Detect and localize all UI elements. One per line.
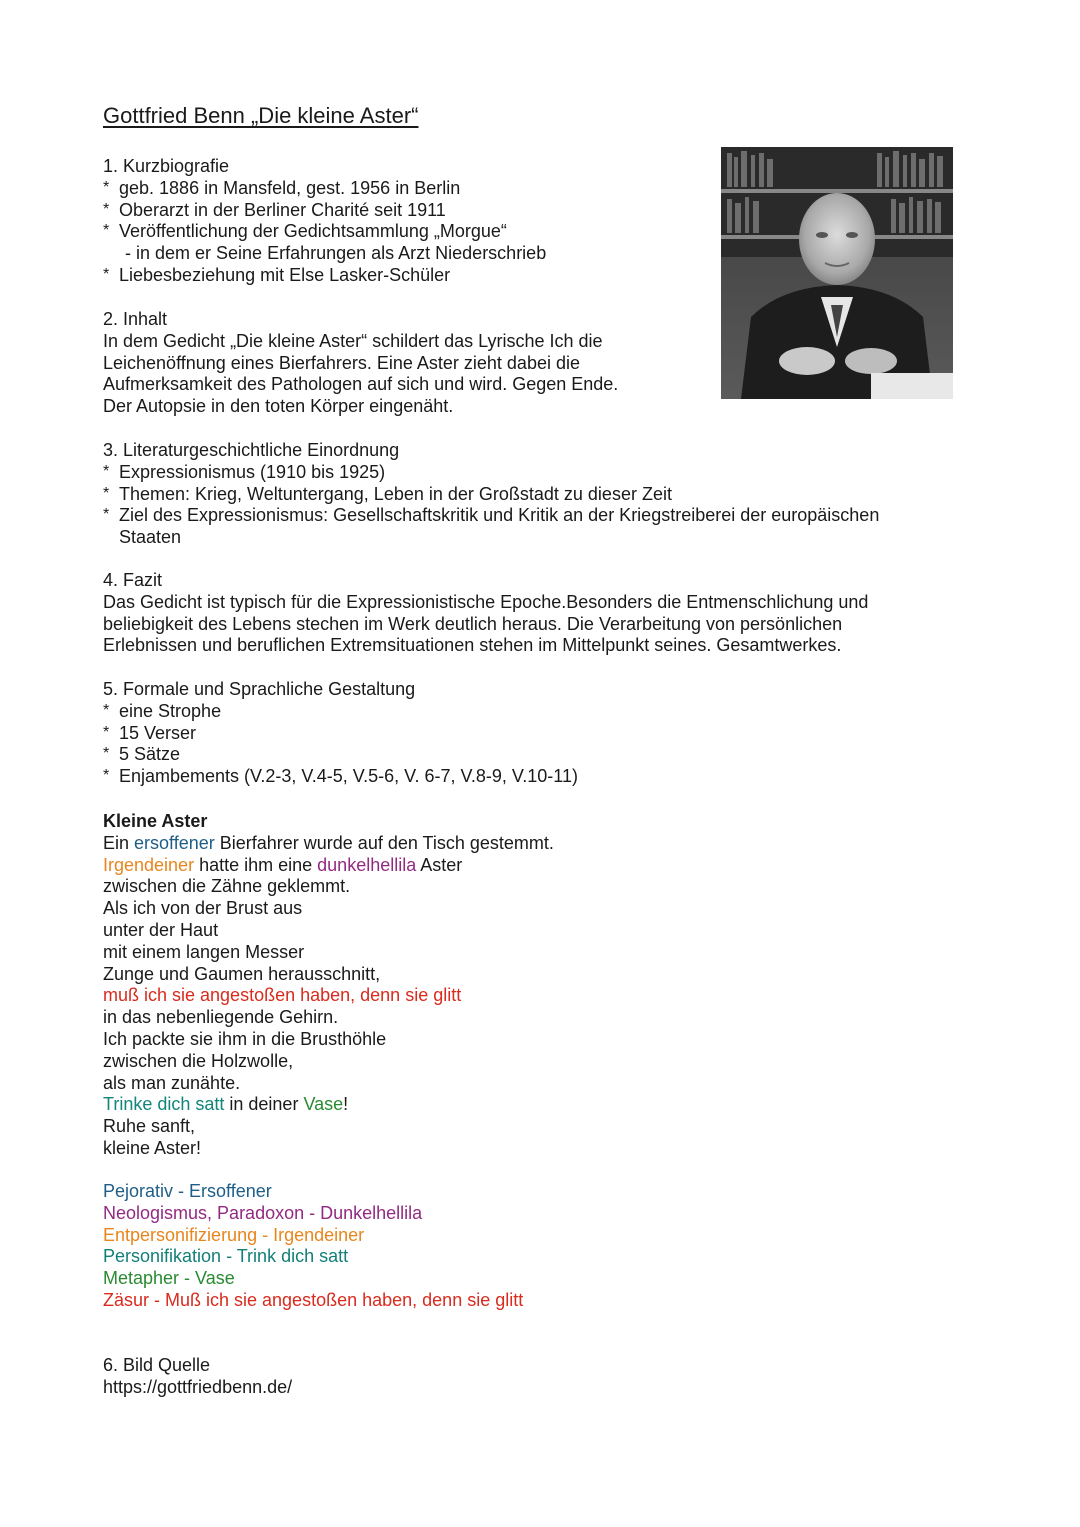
poem-line: Trinke dich satt in deiner Vase! <box>103 1094 349 1115</box>
highlight-entpersonifizierung: Irgendeiner <box>103 854 195 875</box>
list-item: * 15 Verser <box>103 722 197 743</box>
poem-title: Kleine Aster <box>103 811 208 831</box>
list-item: * Themen: Krieg, Weltuntergang, Leben in der Großstadt zu dieser Zeit <box>103 483 672 504</box>
paragraph-line: Aufmerksamkeit des Pathologen auf sich und wird. Gegen Ende. <box>103 374 619 395</box>
list-item: * Ziel des Expressionismus: Gesellschaftskritik und Kritik an der Kriegstreiberei der europäischen <box>103 505 880 526</box>
document-title: Gottfried Benn „Die kleine Aster“ <box>103 103 419 128</box>
legend-item-neologismus: Neologismus, Paradoxon - Dunkelhellila <box>103 1202 423 1223</box>
paragraph-line: Erlebnissen und beruflichen Extremsituationen stehen im Mittelpunkt seines. Gesamtwerkes. <box>103 635 842 656</box>
portrait-image <box>721 147 953 399</box>
legend-item-pejorativ: Pejorativ - Ersoffener <box>103 1181 272 1201</box>
poem-line-zaesur: muß ich sie angestoßen haben, denn sie glitt <box>103 985 462 1006</box>
paragraph-line: beliebigkeit des Lebens stechen im Werk deutlich heraus. Die Verarbeitung von persönlichen <box>103 613 843 634</box>
section-fazit <box>103 570 868 657</box>
highlight-neologismus: dunkelhellila <box>317 854 417 875</box>
section-heading: 5. Formale und Sprachliche Gestaltung <box>103 679 416 699</box>
poem-line: in das nebenliegende Gehirn. <box>103 1007 339 1028</box>
source-url[interactable]: https://gottfriedbenn.de/ <box>103 1376 293 1397</box>
legend-item-zaesur: Zäsur - Muß ich sie angestoßen haben, denn sie glitt <box>103 1289 524 1310</box>
highlight-personifikation: Trinke dich satt <box>103 1094 225 1115</box>
paragraph-line: In dem Gedicht „Die kleine Aster“ schildert das Lyrische Ich die <box>103 330 603 351</box>
legend-item-personifikation: Personifikation - Trink dich satt <box>103 1246 349 1267</box>
poem-line: Ich packte sie ihm in die Brusthöhle <box>103 1028 387 1049</box>
poem-line: Irgendeiner hatte ihm eine dunkelhellila Aster <box>103 854 463 875</box>
poem-line: unter der Haut <box>103 919 219 940</box>
section-gestaltung <box>103 679 578 788</box>
highlight-metapher: Vase <box>303 1094 344 1115</box>
section-einordnung <box>103 440 879 549</box>
list-item: * Oberarzt in der Berliner Charité seit 1911 <box>103 199 446 220</box>
section-heading: 3. Literaturgeschichtliche Einordnung <box>103 440 400 460</box>
section-heading: 1. Kurzbiografie <box>103 156 230 176</box>
list-item: * Veröffentlichung der Gedichtsammlung „Morgue“ <box>103 221 507 242</box>
portrait-photo <box>721 147 953 399</box>
section-heading: 6. Bild Quelle <box>103 1355 211 1375</box>
poem-line: zwischen die Holzwolle, <box>103 1050 294 1071</box>
poem-line: Ein ersoffener Bierfahrer wurde auf den Tisch gestemmt. <box>103 832 554 853</box>
paragraph-line: Leichenöffnung eines Bierfahrers. Eine Aster zieht dabei die <box>103 352 580 373</box>
legend-item-metapher: Metapher - Vase <box>103 1268 235 1289</box>
poem-line: zwischen die Zähne geklemmt. <box>103 876 351 897</box>
stilmittel-legend <box>103 1181 523 1312</box>
legend-item-entpersonifizierung: Entpersonifizierung - Irgendeiner <box>103 1224 365 1245</box>
section-heading: 2. Inhalt <box>103 309 168 329</box>
highlight-pejorativ: ersoffener <box>134 832 215 853</box>
poem <box>103 811 554 1160</box>
list-item-continuation: Staaten <box>119 527 182 548</box>
poem-line: als man zunähte. <box>103 1072 241 1093</box>
list-item: * 5 Sätze <box>103 744 181 765</box>
list-item: * geb. 1886 in Mansfeld, gest. 1956 in Berlin <box>103 177 461 198</box>
poem-line: mit einem langen Messer <box>103 941 305 962</box>
section-heading: 4. Fazit <box>103 570 163 590</box>
poem-line: Als ich von der Brust aus <box>103 898 303 919</box>
paragraph-line: Das Gedicht ist typisch für die Expressionistische Epoche.Besonders die Entmenschlichung und <box>103 591 869 612</box>
list-item: * eine Strophe <box>103 700 222 721</box>
list-item: * Expressionismus (1910 bis 1925) <box>103 461 386 482</box>
list-item: * Enjambements (V.2-3, V.4-5, V.5-6, V. 6-7, V.8-9, V.10-11) <box>103 766 578 787</box>
poem-line: Zunge und Gaumen herausschnitt, <box>103 963 381 984</box>
poem-line: kleine Aster! <box>103 1137 202 1158</box>
paragraph-line: Der Autopsie in den toten Körper eingenäht. <box>103 396 454 417</box>
list-item: * Liebesbeziehung mit Else Lasker-Schüler <box>103 264 451 285</box>
list-subitem: - in dem er Seine Erfahrungen als Arzt Niederschrieb <box>125 243 547 264</box>
section-inhalt <box>103 309 618 418</box>
section-bildquelle <box>103 1355 292 1399</box>
poem-line: Ruhe sanft, <box>103 1116 196 1137</box>
section-kurzbiografie <box>103 156 546 287</box>
